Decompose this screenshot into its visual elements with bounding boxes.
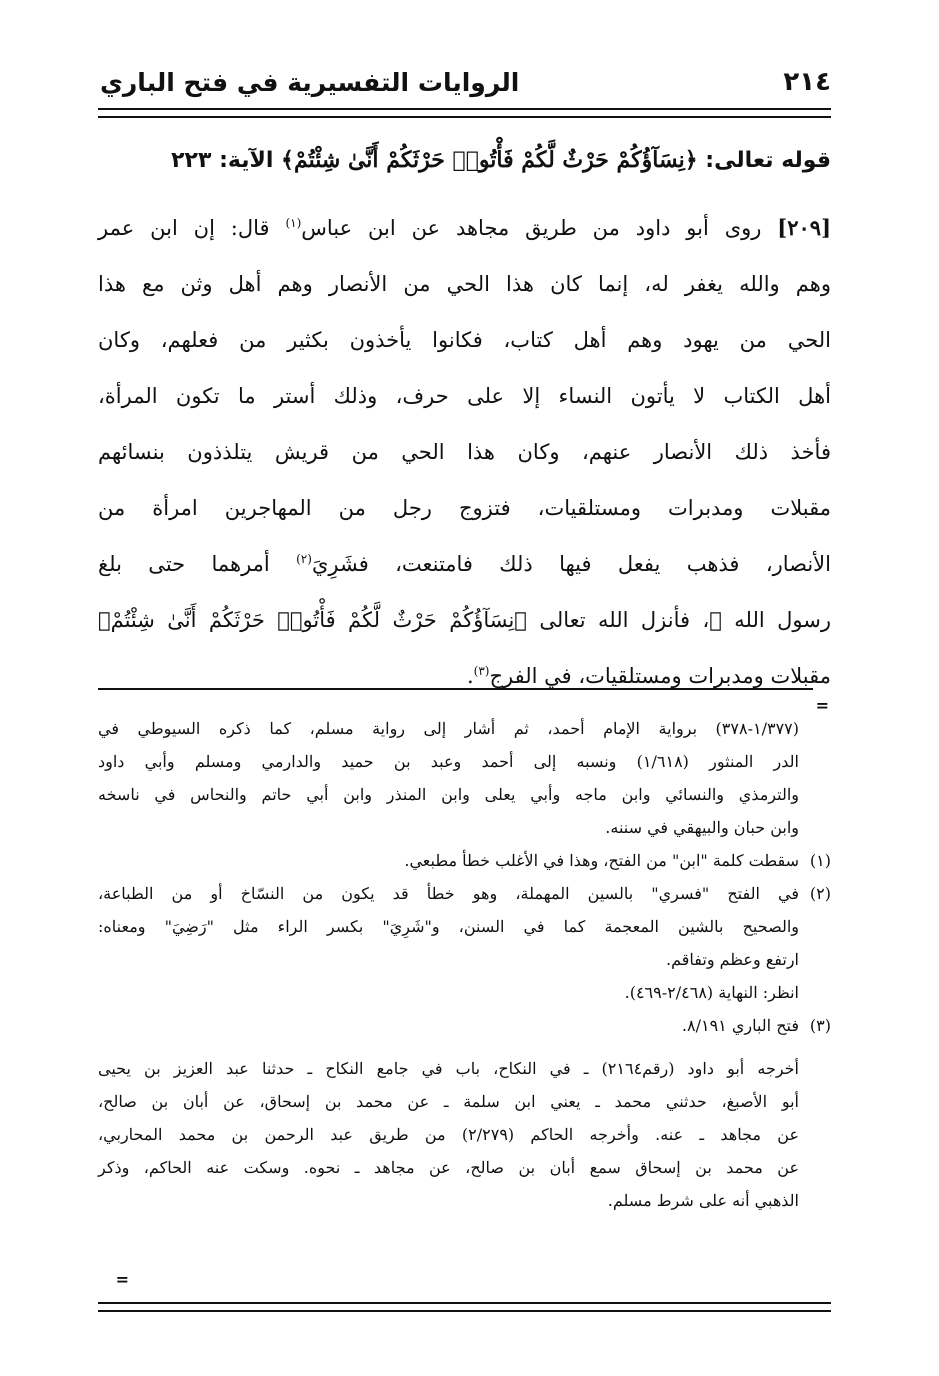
verse-heading xyxy=(98,140,831,181)
hadith-line: فأخذ ذلك الأنصار عنهم، وكان هذا الحي من قريش يتلذذون بنسائهم xyxy=(98,440,831,464)
footnote-line: والصحيح بالشين المعجمة كما في السنن، و"شَرِيَ" بكسر الراء مثل "رَضِيَ" ومعناه: xyxy=(98,917,799,936)
footnote-takhrij xyxy=(98,1052,831,1217)
running-title: الروايات التفسيرية في فتح الباري xyxy=(100,67,520,97)
footnote-label: (٢) xyxy=(809,884,831,903)
footnote-line: عن مجاهد ـ عنه. وأخرجه الحاكم (٢/٢٧٩) من طريق عبد الرحمن بن محمد المحاربي، xyxy=(98,1125,799,1144)
footnote-text: في الفتح "فسري" بالسين المهملة، وهو خطأ قد يكون من النسّاخ أو من الطباعة، xyxy=(98,884,799,903)
footnote-line: انظر: النهاية (٢/٤٦٨-٤٦٩). xyxy=(624,983,799,1002)
hadith-line: وهم والله يغفر له، إنما كان هذا الحي من الأنصار وهم أهل وثن مع هذا xyxy=(98,272,831,296)
continuation-mark: = xyxy=(815,696,829,715)
footnote-line: أبو الأصبغ، حدثني محمد ـ يعني ابن سلمة ـ عن محمد بن إسحاق، عن أبان بن صالح، xyxy=(98,1092,799,1111)
footnote-ref: (٢) xyxy=(296,552,312,566)
hadith-line-text: قال: إن ابن عمر xyxy=(98,216,286,240)
footnote-label: (٣) xyxy=(809,1016,831,1035)
footnote-line: ارتفع وعظم وتفاقم. xyxy=(666,950,799,969)
hadith-line: الحي من يهود وهم أهل كتاب، فكانوا يأخذون بكثير من فعلهم، وكان xyxy=(98,328,831,352)
verse-heading-prefix: قوله تعالى: ﴿ xyxy=(684,148,831,173)
footnote-line: الذهبي أنه على شرط مسلم. xyxy=(607,1191,799,1210)
hadith-line-text: روى أبو داود من طريق مجاهد عن ابن عباس xyxy=(301,216,778,240)
footnote-continuation xyxy=(98,712,831,844)
footnote-1 xyxy=(98,844,831,877)
footer-rule xyxy=(98,1302,831,1312)
footnote-2-body xyxy=(98,910,831,1009)
hadith-line-text: . xyxy=(466,664,474,688)
footnote-line: (١/٣٧٧-٣٧٨) برواية الإمام أحمد، ثم أشار إلى رواية مسلم، كما ذكره السيوطي في xyxy=(98,719,799,738)
footnote-text: سقطت كلمة "ابن" من الفتح، وهذا في الأغلب خطأ مطبعي. xyxy=(404,851,799,870)
hadith-line-text: الأنصار، فذهب يفعل فيها ذلك فامتنعت، فشَرِيَ xyxy=(311,552,831,576)
hadith-line-text: مقبلات ومدبرات ومستلقيات، في الفرج xyxy=(489,664,831,688)
hadith-line xyxy=(98,648,831,704)
footnote-label: (١) xyxy=(809,851,831,870)
footnote-line: والترمذي والنسائي وابن ماجه وأبي يعلى وابن المنذر وابن أبي حاتم والنحاس في ناسخه xyxy=(98,785,799,804)
hadith-number: [٢٠٩] xyxy=(777,215,832,240)
footnote-line: أخرجه أبو داود (رقم٢١٦٤) ـ في النكاح، باب في جامع النكاح ـ حدثنا عبد العزيز بن يحيى xyxy=(98,1059,799,1078)
footnote-separator xyxy=(98,688,813,690)
hadith-line: أهل الكتاب لا يأتون النساء إلا على حرف، وذلك أستر ما تكون المرأة، xyxy=(98,384,831,408)
footnote-line: الدر المنثور (١/٦١٨) ونسبه إلى أحمد وعبد بن حميد والدارمي ومسلم وأبي داود xyxy=(98,752,800,771)
footnotes xyxy=(98,712,831,1217)
spacer xyxy=(98,1042,831,1052)
footnote-line: عن محمد بن إسحاق سمع أبان بن صالح، عن مجاهد ـ نحوه. وسكت عنه الحاكم، وذكر xyxy=(98,1158,799,1177)
footnote-3 xyxy=(98,1009,831,1042)
hadith-line-text: أمرهما حتى بلغ xyxy=(98,552,297,576)
hadith-line: مقبلات ومدبرات ومستلقيات، فتزوج رجل من المهاجرين امرأة من xyxy=(98,496,831,520)
page-header xyxy=(100,58,831,106)
footnote-line xyxy=(98,844,831,877)
header-rule xyxy=(98,108,831,118)
hadith-line xyxy=(98,200,831,256)
page-number: ٢١٤ xyxy=(783,67,831,97)
hadith-text xyxy=(98,200,831,704)
continuation-mark-bottom: = xyxy=(115,1270,129,1289)
footnote-text: فتح الباري ٨/١٩١. xyxy=(681,1016,799,1035)
verse-heading-suffix: ﴾ الآية: ٢٢٣ xyxy=(171,148,294,173)
quran-verse: نِسَآؤُكُمْ حَرْثٌ لَّكُمْ فَأْتُوا۟ حَرْثَكُمْ أَنَّىٰ شِئْتُمْ xyxy=(293,147,685,173)
footnote-line xyxy=(98,877,831,910)
footnote-line: وابن حبان والبيهقي في سننه. xyxy=(605,818,799,837)
footnote-ref: (٣) xyxy=(473,664,490,678)
footnote-line xyxy=(98,1009,831,1042)
hadith-line: رسول الله ﷺ، فأنزل الله تعالى ﴿نِسَآؤُكُمْ حَرْثٌ لَّكُمْ فَأْتُوا۟ حَرْثَكُمْ أَنَّىٰ شِئْتُمْ﴾ xyxy=(98,608,831,632)
footnote-2 xyxy=(98,877,831,1009)
footnote-ref: (١) xyxy=(285,216,302,230)
hadith-line xyxy=(98,536,831,592)
